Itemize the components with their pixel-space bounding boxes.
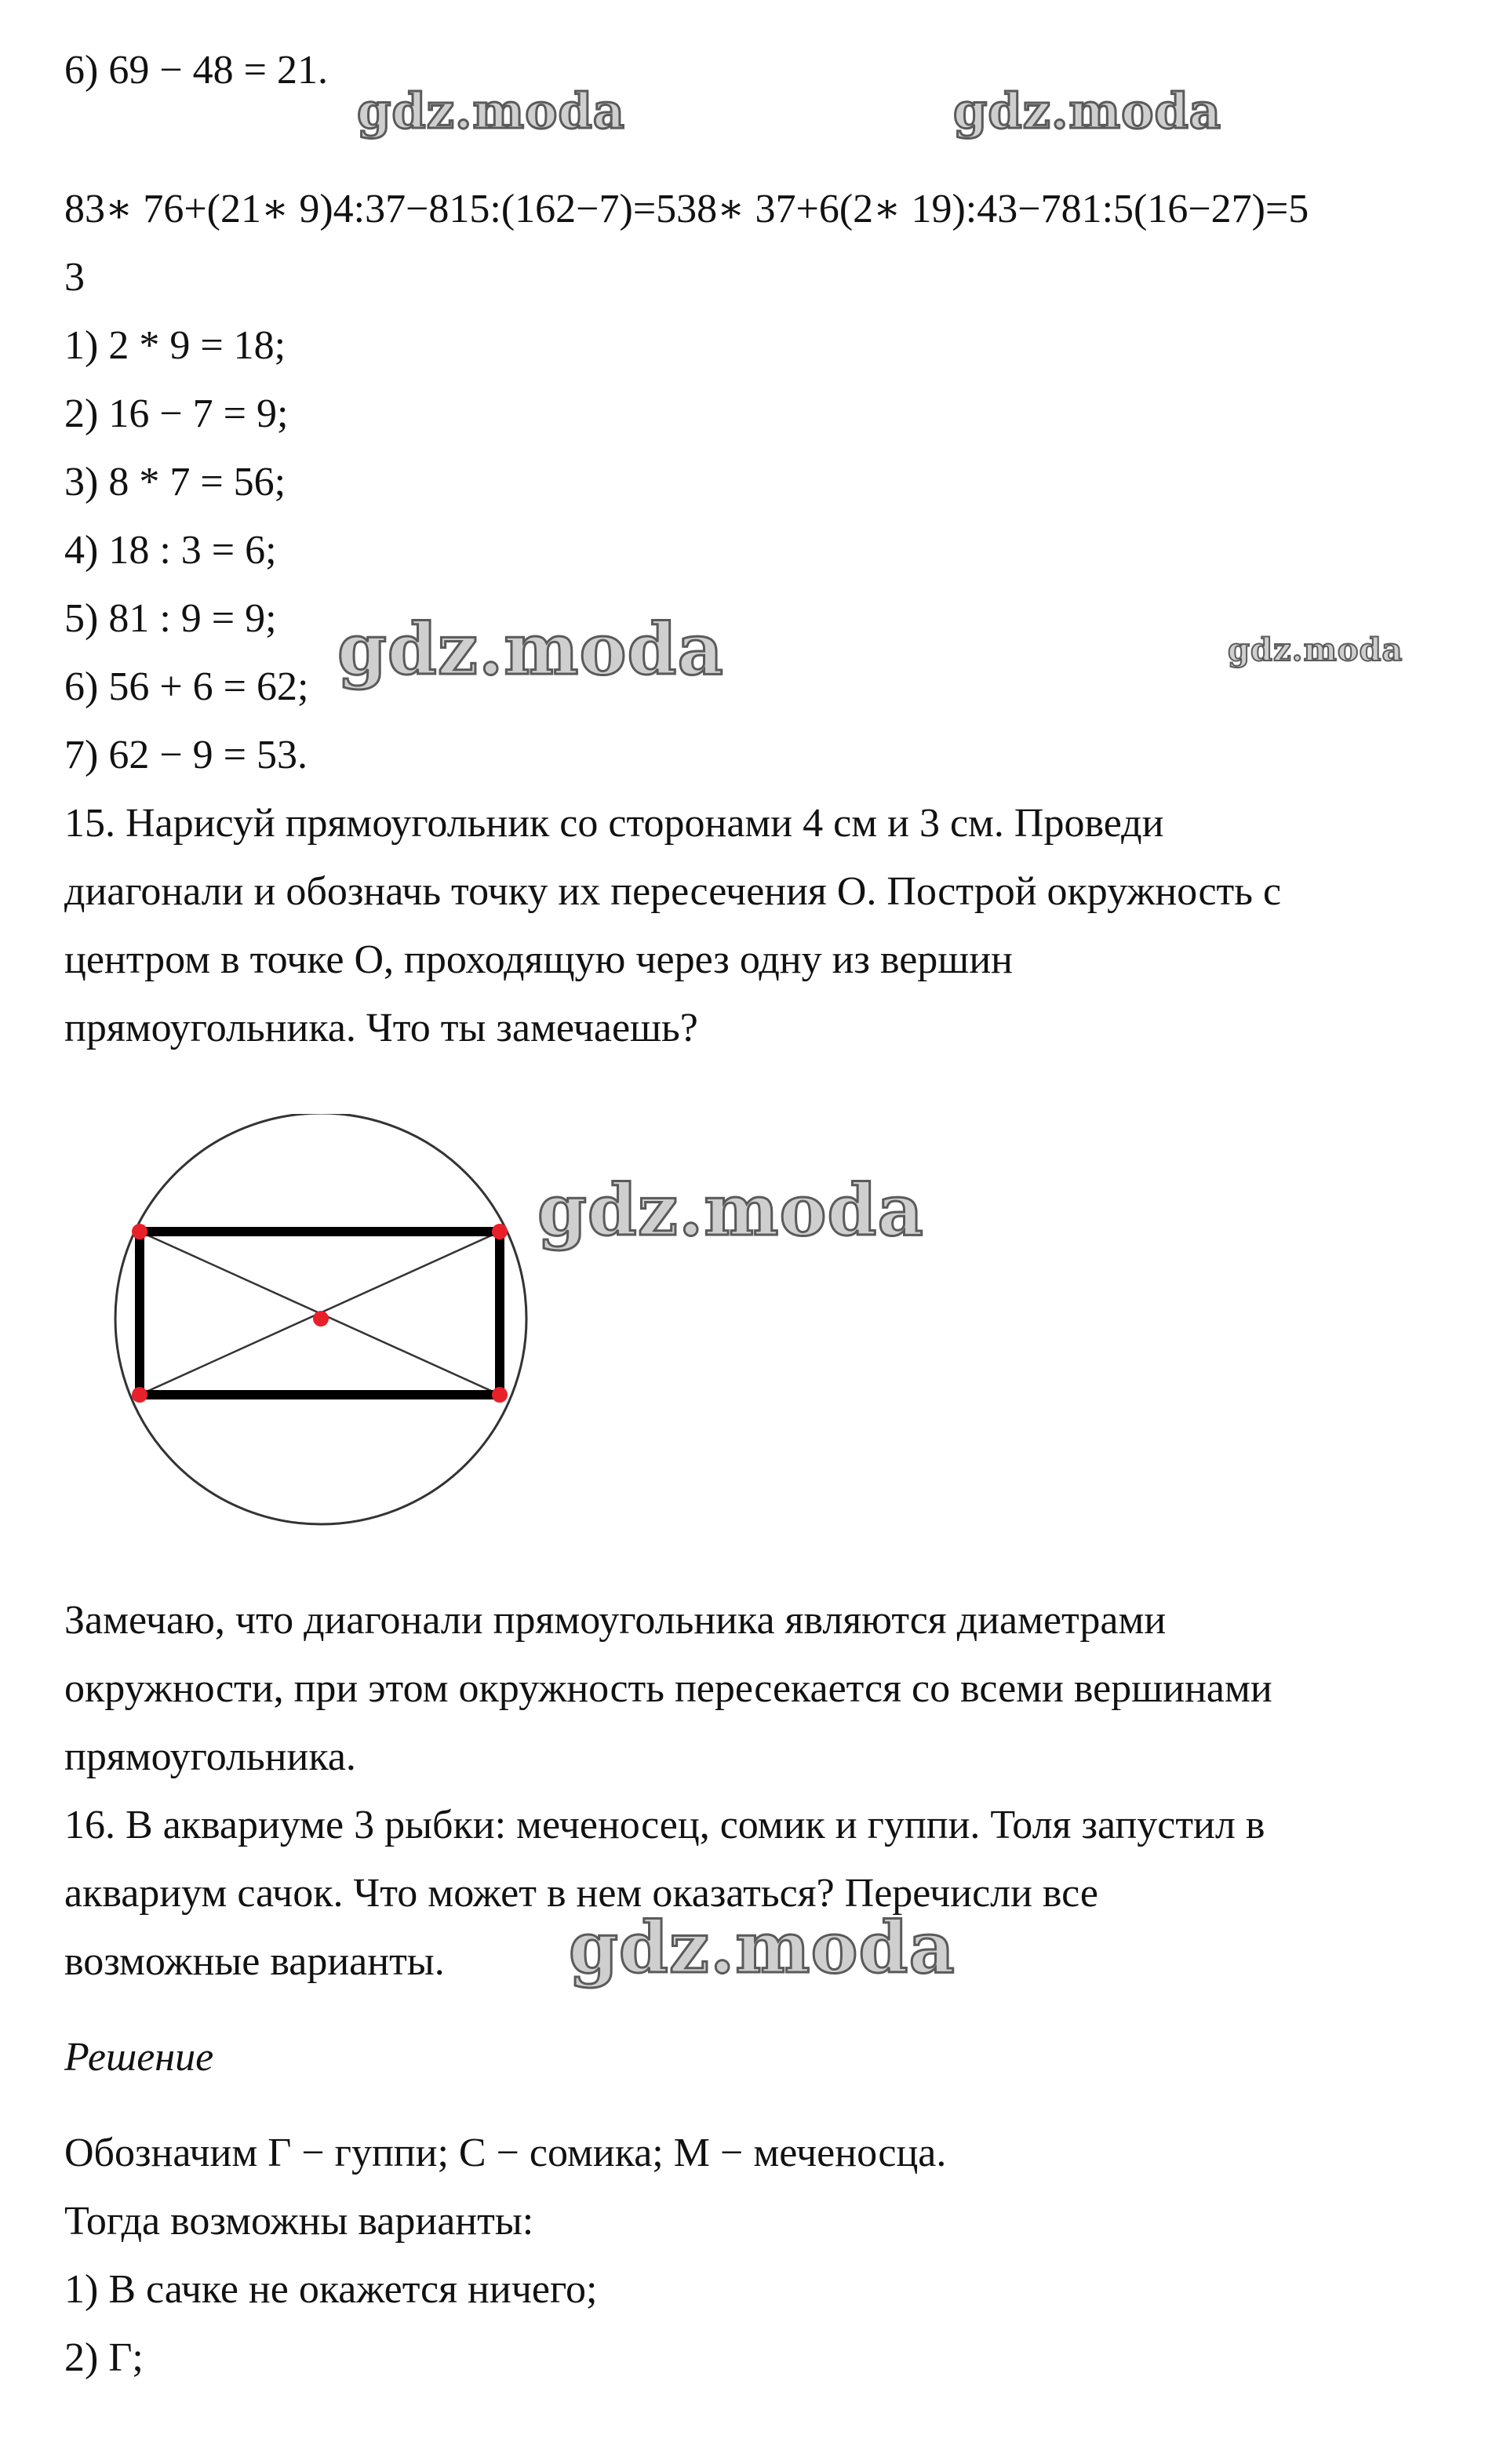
step-item: 1) 2 * 9 = 18; <box>64 323 286 368</box>
watermark: gdz.moda <box>1228 631 1403 668</box>
task-16-line: аквариум сачок. Что может в нем оказаться? Перечисли все <box>64 1871 1098 1916</box>
task-15-line: центром в точке О, проходящую через одну из вершин <box>64 937 1013 982</box>
expression-line-2: 3 <box>64 255 85 300</box>
watermark: gdz.moda <box>337 608 724 691</box>
watermark: gdz.moda <box>569 1906 956 1989</box>
vertex-point <box>132 1224 147 1239</box>
solution-line: 2) Г; <box>64 2335 144 2380</box>
solution-heading: Решение <box>64 2035 214 2080</box>
rectangle-inscribed-in-circle-icon <box>102 1114 541 1538</box>
task-15-line: 15. Нарисуй прямоугольник со сторонами 4 см и 3 см. Проведи <box>64 801 1164 846</box>
step-item: 4) 18 : 3 = 6; <box>64 528 277 573</box>
step-item: 5) 81 : 9 = 9; <box>64 596 277 641</box>
vertex-point <box>492 1224 508 1239</box>
answer-line: окружности, при этом окружность пересекается со всеми вершинами <box>64 1666 1272 1711</box>
task-16-line: 16. В аквариуме 3 рыбки: меченосец, сомик и гуппи. Толя запустил в <box>64 1803 1265 1847</box>
watermark: gdz.moda <box>953 82 1221 140</box>
solution-line: 1) В сачке не окажется ничего; <box>64 2267 598 2312</box>
watermark: gdz.moda <box>357 82 625 140</box>
vertex-point <box>132 1387 147 1403</box>
task-15-line: прямоугольника. Что ты замечаешь? <box>64 1006 698 1050</box>
step-item: 3) 8 * 7 = 56; <box>64 460 286 504</box>
watermark: gdz.moda <box>537 1169 924 1252</box>
task-16-line: возможные варианты. <box>64 1939 445 1984</box>
expression-line-1: 83∗ 76+(21∗ 9)4:37−815:(162−7)=538∗ 37+6(2∗ 19):43−781:5(16−27)=5 <box>64 187 1309 231</box>
solution-line: Тогда возможны варианты: <box>64 2199 534 2244</box>
solution-step-6-top: 6) 69 − 48 = 21. <box>64 48 328 93</box>
step-item: 7) 62 − 9 = 53. <box>64 733 308 777</box>
answer-line: Замечаю, что диагонали прямоугольника являются диаметрами <box>64 1598 1167 1643</box>
step-item: 2) 16 − 7 = 9; <box>64 391 289 436</box>
task-15-line: диагонали и обозначь точку их пересечения О. Построй окружность с <box>64 869 1282 914</box>
step-item: 6) 56 + 6 = 62; <box>64 664 309 709</box>
solution-line: Обозначим Г − гуппи; С − сомика; М − меченосца. <box>64 2131 947 2175</box>
answer-line: прямоугольника. <box>64 1734 356 1779</box>
vertex-point <box>492 1387 508 1403</box>
center-point-o <box>313 1311 329 1327</box>
